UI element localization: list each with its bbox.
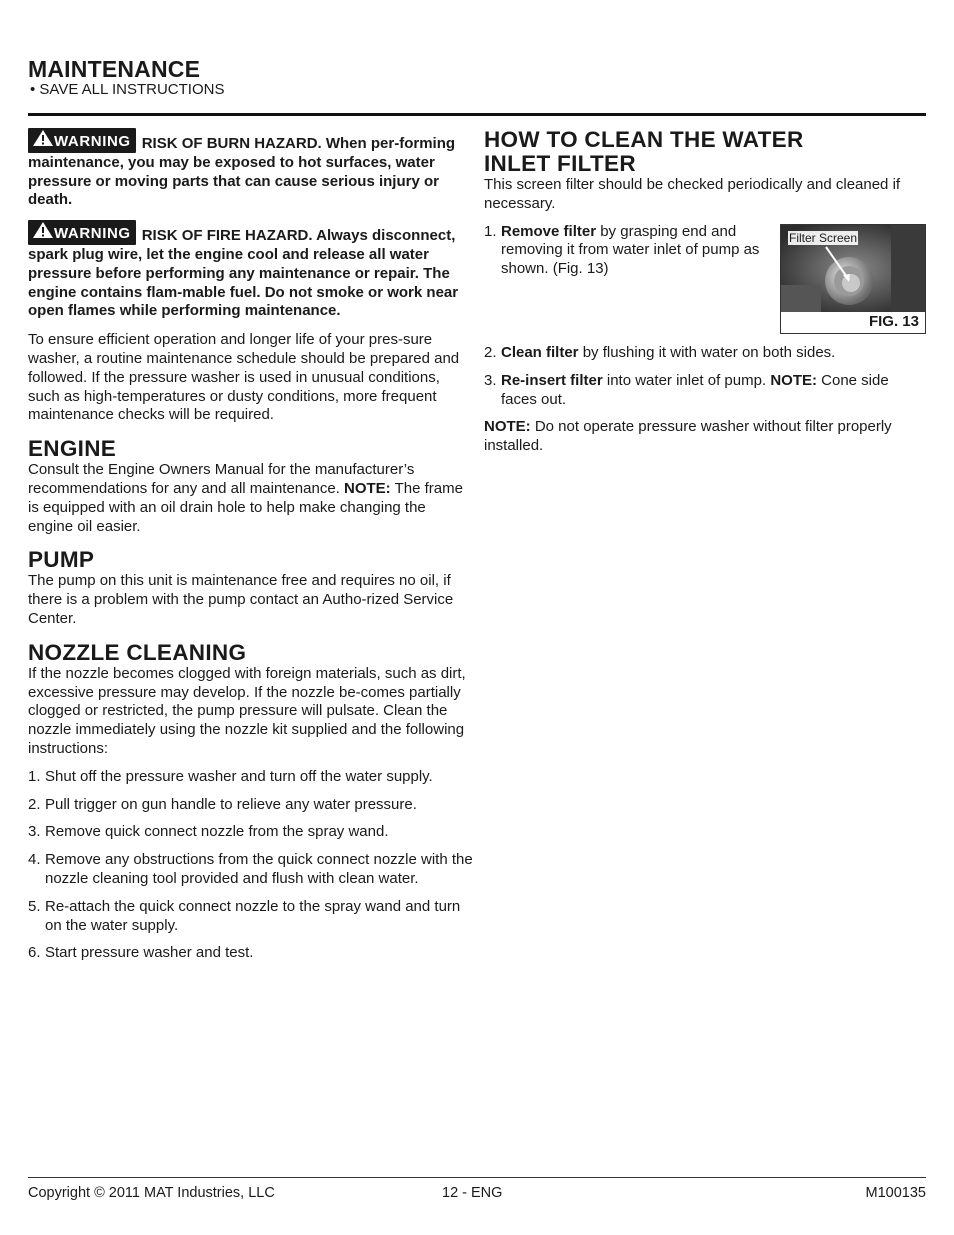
filter-step-1 — [484, 223, 776, 279]
maintenance-intro: To ensure efficient operation and longer life of your pres-sure washer, a routine maintenance schedule should be prepared and followed. If the pressure washer is used in unusual conditions, such as high-temperatures or dusty conditions, more frequent maintenance checks will be required. — [28, 331, 460, 424]
warning-badge — [28, 220, 136, 245]
filter-intro: This screen filter should be checked periodically and cleaned if necessary. — [484, 176, 901, 212]
warning-badge — [28, 128, 136, 153]
step-text: into water inlet of pump. — [606, 371, 767, 389]
list-item — [28, 851, 473, 889]
filter-heading: HOW TO CLEAN THE WATER INLET FILTER — [484, 127, 804, 176]
nozzle-intro: If the nozzle becomes clogged with foreign materials, such as dirt, excessive pressure may develop. If the nozzle be-comes partially clogged or restricted, the pump pressure will pulsate. Clean the nozzle immediately using the nozzle kit supplied and the following instructions: — [28, 664, 466, 757]
engine-body: Consult the Engine Owners Manual for the manufacturer’s recommendations for any and all maintenance. — [28, 461, 415, 497]
nozzle-section — [28, 641, 473, 963]
list-item — [28, 823, 473, 842]
pump-heading: PUMP — [28, 547, 95, 573]
burn-warning-text: RISK OF BURN HAZARD. When per-forming maintenance, you may be exposed to hot surfaces, water pressure or moving parts that can cause serious injury or death. — [28, 135, 456, 209]
left-column — [28, 128, 473, 963]
engine-note-label: NOTE: — [344, 479, 391, 497]
step-text: Remove quick connect nozzle from the spray wand. — [45, 823, 389, 841]
step-text: Re-attach the quick connect nozzle to the spray wand and turn on the water supply. — [45, 897, 461, 934]
footer-divider — [28, 1177, 926, 1178]
filter-step-2 — [484, 344, 928, 363]
step-number: 3. — [28, 823, 41, 841]
warning-triangle-icon — [32, 129, 54, 147]
step-text: Shut off the pressure washer and turn off the water supply. — [45, 767, 433, 785]
filter-note-text: Do not operate pressure washer without filter properly installed. — [484, 418, 892, 455]
header-divider — [28, 113, 926, 116]
header-subtitle: • SAVE ALL INSTRUCTIONS — [30, 81, 225, 98]
step-number: 6. — [28, 944, 41, 962]
engine-section — [28, 437, 473, 536]
pump-text: The pump on this unit is maintenance free and requires no oil, if there is a problem with the pump contact an Autho-rized Service Center. — [28, 572, 454, 627]
footer-page-number: 12 - ENG — [442, 1185, 503, 1201]
fire-warning — [28, 220, 473, 321]
step-note-label: NOTE: — [770, 371, 817, 389]
step-bold: Clean filter — [501, 343, 579, 361]
step-number: 1. — [484, 222, 497, 240]
warning-badge-label: WARNING — [54, 225, 131, 243]
figure-caption: FIG. 13 — [868, 313, 919, 330]
figure-label: Filter Screen — [789, 231, 858, 245]
step-number: 1. — [28, 767, 41, 785]
engine-note-text: The frame is equipped with an oil drain hole to help make changing the engine oil easier. — [28, 479, 463, 535]
filter-note-label: NOTE: — [484, 418, 531, 436]
warning-badge-label: WARNING — [54, 133, 131, 150]
step-text: Start pressure washer and test. — [45, 944, 254, 962]
right-column — [484, 128, 928, 456]
filter-note — [484, 418, 928, 456]
step-text: Pull trigger on gun handle to relieve any water pressure. — [45, 795, 417, 813]
figure-13 — [780, 224, 926, 334]
step-number: 4. — [28, 851, 41, 869]
pump-section — [28, 548, 473, 628]
step-text: Remove any obstructions from the quick connect nozzle with the nozzle cleaning tool provided and flush with clean water. — [45, 851, 473, 887]
engine-text — [28, 461, 473, 536]
fire-warning-text: RISK OF FIRE HAZARD. Always disconnect, spark plug wire, let the engine cool and release all water pressure before performing any maintenance or repair. The engine contains flam-mable fuel. Do not smoke or work near open flames while performing maintenance. — [28, 227, 459, 320]
burn-warning — [28, 128, 473, 210]
list-item — [28, 796, 473, 815]
footer-doc-id: M100135 — [865, 1185, 926, 1201]
step-note-text: Cone side faces out. — [501, 371, 889, 408]
step-bold: Remove filter — [501, 222, 597, 240]
filter-step-3 — [484, 372, 928, 410]
warning-triangle-icon — [32, 221, 54, 239]
nozzle-steps — [28, 768, 473, 963]
step-number: 5. — [28, 897, 41, 915]
nozzle-heading: NOZZLE CLEANING — [28, 639, 247, 665]
step-text: by flushing it with water on both sides. — [582, 343, 836, 361]
list-item — [28, 898, 473, 936]
step-bold: Re-insert filter — [501, 371, 603, 389]
engine-heading: ENGINE — [28, 436, 117, 462]
page-title: MAINTENANCE — [28, 56, 201, 82]
step-number: 2. — [484, 343, 497, 361]
footer-copyright: Copyright © 2011 MAT Industries, LLC — [28, 1185, 275, 1201]
list-item — [28, 944, 473, 963]
step-text: by grasping end and removing it from water inlet of pump as shown. (Fig. 13) — [501, 222, 760, 278]
step-number: 2. — [28, 795, 41, 813]
step-number: 3. — [484, 371, 497, 389]
list-item — [28, 768, 473, 787]
